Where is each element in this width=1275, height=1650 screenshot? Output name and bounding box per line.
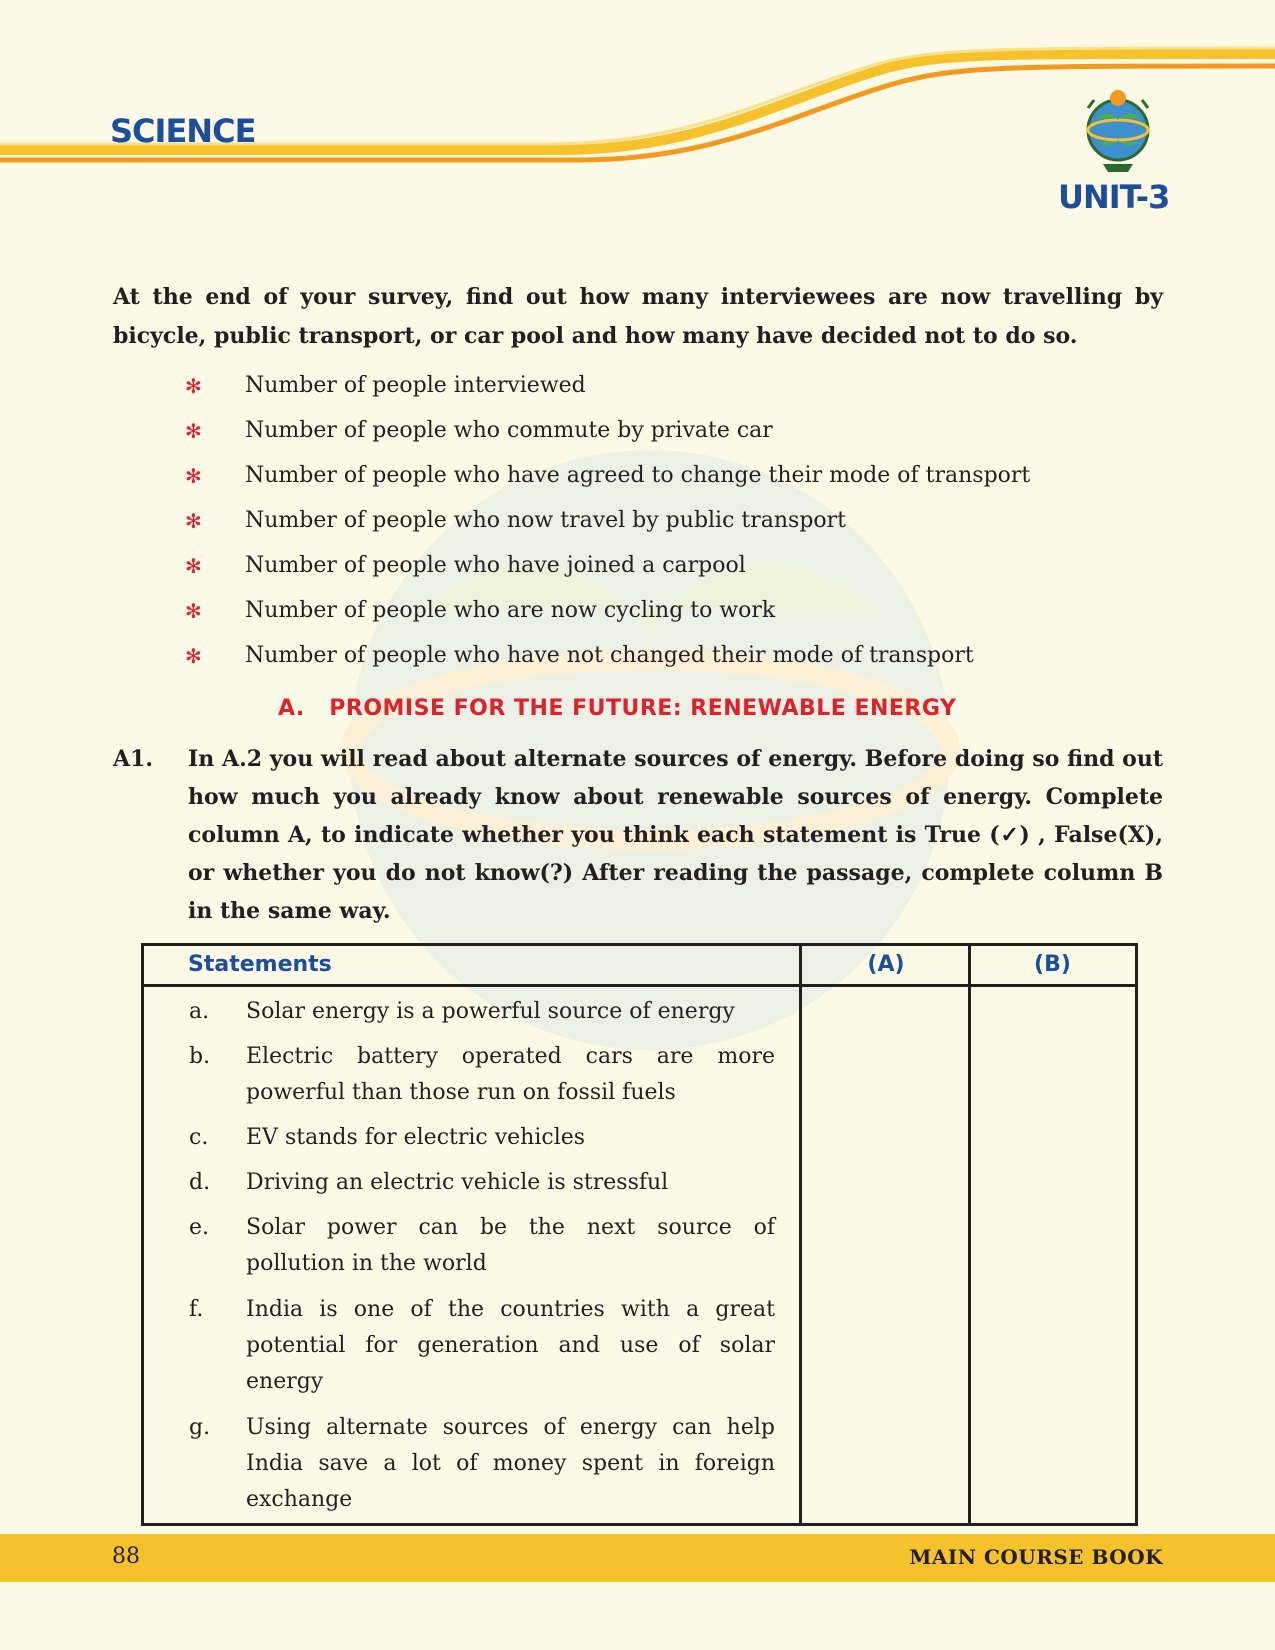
list-item <box>185 641 1085 686</box>
book-title: MAIN COURSE BOOK <box>909 1545 1163 1569</box>
row-statement: Solar energy is a powerful source of energy <box>246 999 735 1024</box>
list-item <box>185 371 1085 416</box>
subject-title: SCIENCE <box>110 112 256 150</box>
logo-emblem-icon <box>1068 78 1168 178</box>
row-letter: b. <box>189 1044 211 1069</box>
table-row <box>144 994 799 1039</box>
row-statement: EV stands for electric vehicles <box>246 1125 586 1150</box>
row-letter: d. <box>189 1170 211 1195</box>
statements-table <box>141 943 1138 1526</box>
red-asterisk-bullet-icon: ✻ <box>185 464 202 488</box>
bullet-text: Number of people interviewed <box>245 373 586 398</box>
bullet-text: Number of people who have joined a carpool <box>245 553 746 578</box>
row-statement: Using alternate sources of energy can help India save a lot of money spent in foreign exchange <box>246 1415 775 1512</box>
table-row <box>144 1120 799 1165</box>
red-asterisk-bullet-icon: ✻ <box>185 644 202 668</box>
row-letter: g. <box>189 1415 211 1440</box>
bullet-text: Number of people who now travel by public transport <box>245 508 847 533</box>
column-divider <box>968 946 971 1523</box>
table-row <box>144 1292 799 1410</box>
row-letter: a. <box>189 999 210 1024</box>
red-asterisk-bullet-icon: ✻ <box>185 374 202 398</box>
list-item <box>185 461 1085 506</box>
row-letter: c. <box>189 1125 209 1150</box>
question-number: A1. <box>113 746 154 772</box>
list-item <box>185 416 1085 461</box>
row-statement: Solar power can be the next source of pollution in the world <box>246 1215 775 1276</box>
column-divider <box>799 946 802 1523</box>
question-text: In A.2 you will read about alternate sources of energy. Before doing so find out how much you already know about renewable sources of energy. Complete column A, to indicate whether you think each statement is True (✓) , False(X), or whether you do not know(?) After reading the passage, complete column B in the same way. <box>188 746 1163 924</box>
row-letter: f. <box>189 1297 204 1322</box>
bullet-text: Number of people who have not changed their mode of transport <box>245 643 974 668</box>
red-asterisk-bullet-icon: ✻ <box>185 419 202 443</box>
bullet-text: Number of people who have agreed to change their mode of transport <box>245 463 1031 488</box>
row-statement: Driving an electric vehicle is stressful <box>246 1170 669 1195</box>
unit-label: UNIT-3 <box>1058 178 1170 216</box>
bullet-text: Number of people who commute by private car <box>245 418 773 443</box>
red-asterisk-bullet-icon: ✻ <box>185 554 202 578</box>
table-row <box>144 1210 799 1292</box>
header-column-a: (A) <box>867 952 905 977</box>
row-statement: India is one of the countries with a great potential for generation and use of solar energy <box>246 1297 775 1394</box>
section-heading: A. PROMISE FOR THE FUTURE: RENEWABLE ENERGY <box>278 696 957 721</box>
list-item <box>185 506 1085 551</box>
statement-rows <box>144 994 799 1528</box>
list-item <box>185 551 1085 596</box>
page-number: 88 <box>112 1544 140 1569</box>
row-statement: Electric battery operated cars are more powerful than those run on fossil fuels <box>246 1044 775 1105</box>
table-header-row <box>144 946 1135 987</box>
table-row <box>144 1165 799 1210</box>
list-item <box>185 596 1085 641</box>
table-row <box>144 1410 799 1528</box>
header-statements: Statements <box>188 952 332 977</box>
red-asterisk-bullet-icon: ✻ <box>185 509 202 533</box>
red-asterisk-bullet-icon: ✻ <box>185 599 202 623</box>
intro-paragraph: At the end of your survey, find out how many interviewees are now travelling by bicycle, public transport, or car pool and how many have decided not to do so. <box>113 284 1163 349</box>
header-column-b: (B) <box>1034 952 1071 977</box>
bullet-text: Number of people who are now cycling to work <box>245 598 776 623</box>
table-row <box>144 1039 799 1120</box>
row-letter: e. <box>189 1215 210 1240</box>
survey-bullet-list <box>185 371 1085 686</box>
